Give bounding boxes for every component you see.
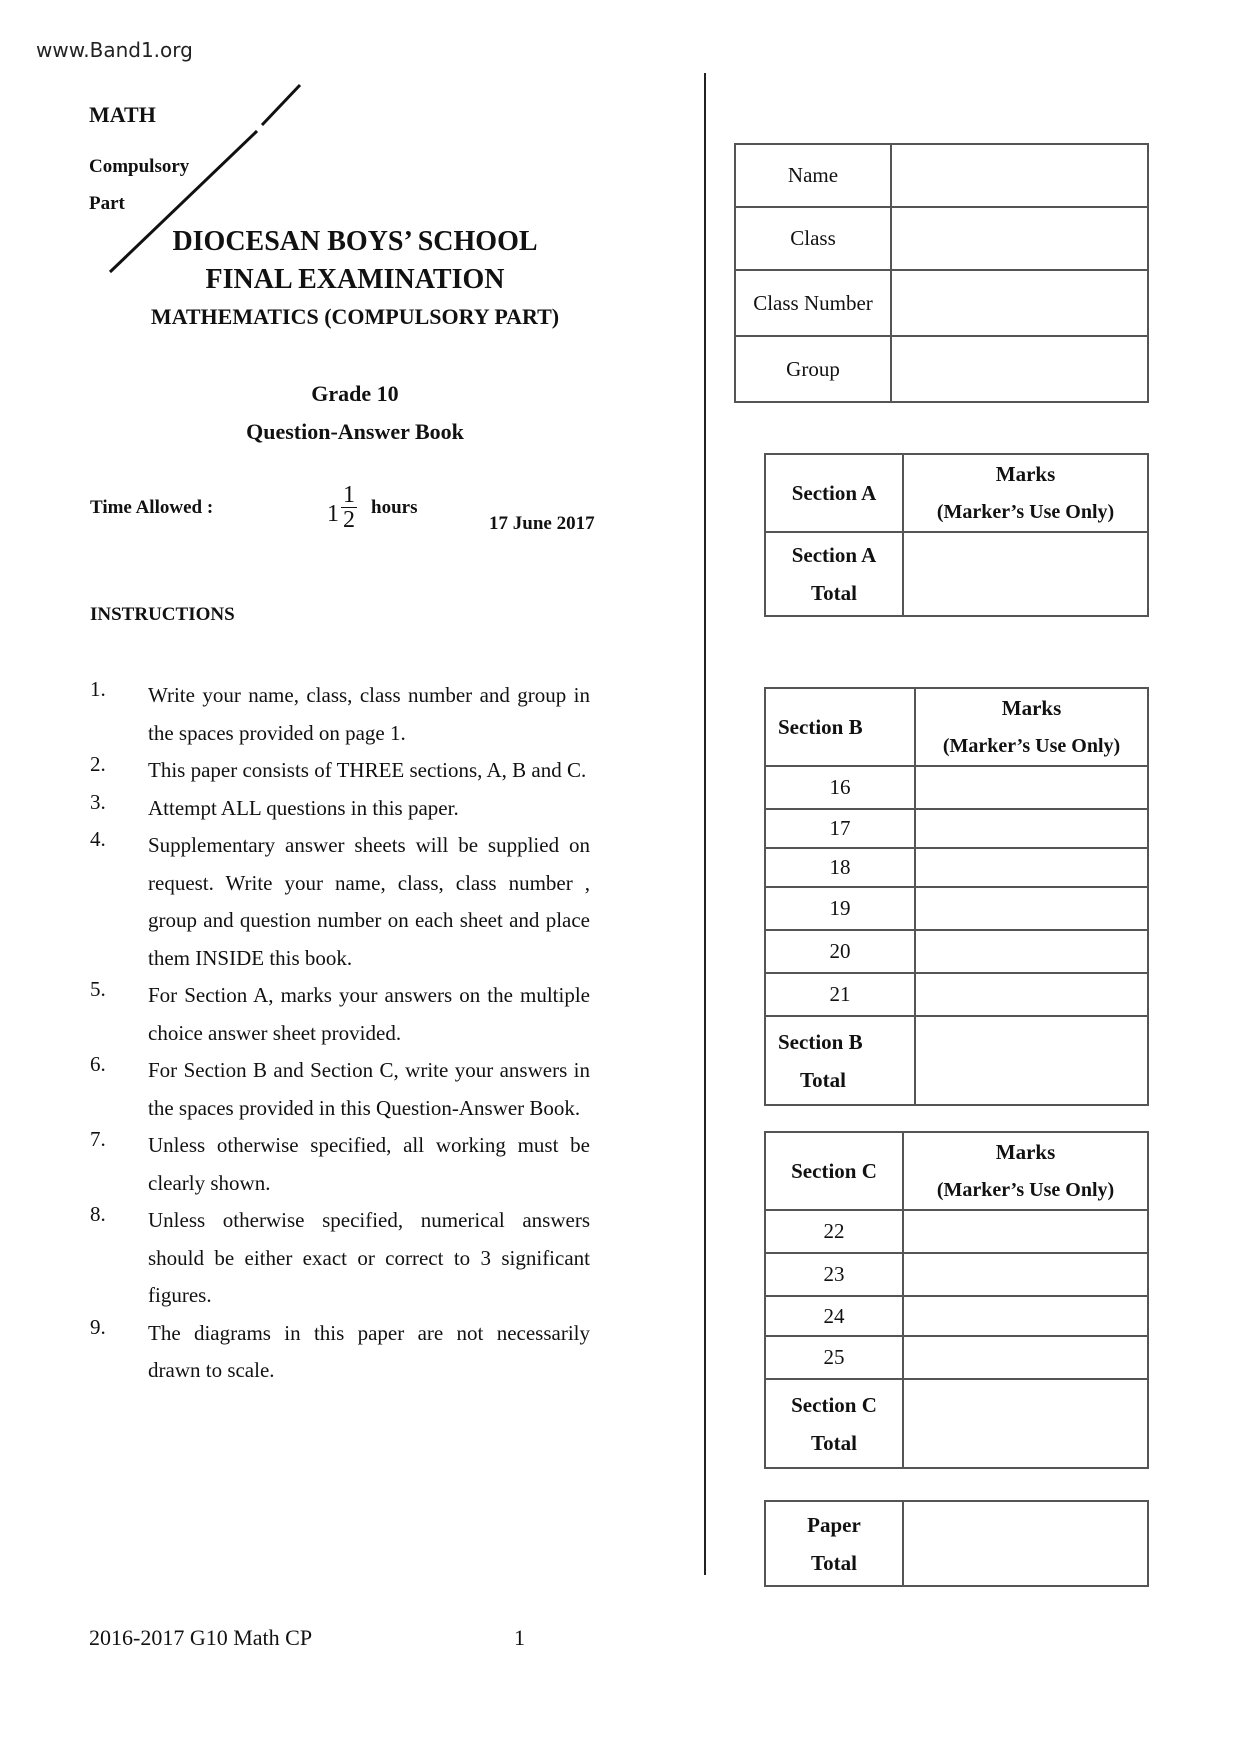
instruction-item xyxy=(90,677,590,752)
time-fraction xyxy=(327,483,357,532)
question-number: 20 xyxy=(765,930,915,973)
question-number: 19 xyxy=(765,887,915,930)
marks-subtitle: (Marker’s Use Only) xyxy=(942,735,1121,757)
paper-total-label xyxy=(765,1501,903,1586)
book-label: Question-Answer Book xyxy=(246,419,464,444)
instruction-item xyxy=(90,790,590,828)
class-field[interactable] xyxy=(891,207,1148,270)
instruction-item xyxy=(90,1127,590,1202)
total-label-line2: Total xyxy=(800,1067,846,1092)
instruction-item xyxy=(90,827,590,977)
instruction-text: This paper consists of THREE sections, A, B and C. xyxy=(148,758,587,782)
instruction-number: 2. xyxy=(90,752,106,776)
time-allowed-label: Time Allowed : xyxy=(90,497,214,518)
question-marks-field[interactable] xyxy=(915,973,1148,1016)
question-marks-field[interactable] xyxy=(915,887,1148,930)
section-a-marks-table xyxy=(764,453,1149,617)
instruction-number: 8. xyxy=(90,1202,106,1226)
question-number: 25 xyxy=(765,1336,903,1379)
instruction-item xyxy=(90,1315,590,1390)
instruction-item xyxy=(90,977,590,1052)
paper-total-line2: Total xyxy=(811,1550,857,1575)
question-number: 18 xyxy=(765,848,915,887)
exam-date: 17 June 2017 xyxy=(489,513,595,534)
footer-course-code: 2016-2017 G10 Math CP xyxy=(89,1625,313,1650)
section-b-total-label xyxy=(765,1016,915,1105)
marks-title: Marks xyxy=(1001,696,1062,720)
time-allowed xyxy=(90,482,418,533)
question-marks-field[interactable] xyxy=(915,848,1148,887)
page-number: 1 xyxy=(514,1625,525,1650)
question-marks-field[interactable] xyxy=(903,1296,1148,1336)
time-whole: 1 xyxy=(327,501,339,527)
class-number-label: Class Number xyxy=(735,270,891,336)
watermark-link: www.Band1.org xyxy=(36,38,193,62)
instruction-number: 7. xyxy=(90,1127,106,1151)
section-c-marks-table xyxy=(764,1131,1149,1469)
marks-subtitle: (Marker’s Use Only) xyxy=(936,501,1115,523)
marks-header xyxy=(903,454,1148,532)
question-marks-field[interactable] xyxy=(915,930,1148,973)
student-info-table xyxy=(734,143,1149,403)
marks-subtitle: (Marker’s Use Only) xyxy=(936,1179,1115,1201)
section-c-total-field[interactable] xyxy=(903,1379,1148,1468)
section-a-header: Section A xyxy=(765,454,903,532)
instruction-text: Supplementary answer sheets will be supplied on request. Write your name, class, class number , group and question number on each sheet and place them INSIDE this book. xyxy=(148,833,590,970)
section-a-total-label xyxy=(765,532,903,616)
marks-title: Marks xyxy=(995,462,1056,486)
instruction-text: For Section A, marks your answers on the multiple choice answer sheet provided. xyxy=(148,983,590,1045)
time-denominator: 2 xyxy=(343,507,355,533)
instruction-text: Unless otherwise specified, numerical answers should be either exact or correct to 3 significant figures. xyxy=(148,1208,590,1307)
instruction-number: 6. xyxy=(90,1052,106,1076)
instruction-text: Unless otherwise specified, all working must be clearly shown. xyxy=(148,1133,590,1195)
instruction-number: 5. xyxy=(90,977,106,1001)
page-divider-line xyxy=(704,73,706,1575)
time-unit: hours xyxy=(371,497,418,518)
instruction-text: Write your name, class, class number and group in the spaces provided on page 1. xyxy=(148,683,590,745)
instruction-text: For Section B and Section C, write your answers in the spaces provided in this Question-Answer Book. xyxy=(148,1058,590,1120)
school-name: DIOCESAN BOYS’ SCHOOL xyxy=(172,226,538,257)
question-number: 22 xyxy=(765,1210,903,1253)
instruction-number: 1. xyxy=(90,677,106,701)
corner-label-math-truncated: MATH xyxy=(89,102,156,127)
instruction-item xyxy=(90,1052,590,1127)
section-b-marks-table xyxy=(764,687,1149,1106)
group-label: Group xyxy=(735,336,891,402)
class-label: Class xyxy=(735,207,891,270)
instruction-text: The diagrams in this paper are not necessarily drawn to scale. xyxy=(148,1320,590,1382)
name-field[interactable] xyxy=(891,144,1148,207)
paper-total-field[interactable] xyxy=(903,1501,1148,1586)
section-b-header: Section B xyxy=(765,688,915,766)
exam-title: FINAL EXAMINATION xyxy=(205,264,505,295)
total-label-line2: Total xyxy=(811,1430,857,1455)
question-number: 23 xyxy=(765,1253,903,1296)
name-label: Name xyxy=(735,144,891,207)
total-label-line2: Total xyxy=(811,581,857,605)
marks-title: Marks xyxy=(995,1140,1056,1164)
instructions-heading: INSTRUCTIONS xyxy=(90,604,235,625)
paper-total-line1: Paper xyxy=(807,1512,861,1537)
group-field[interactable] xyxy=(891,336,1148,402)
section-c-header: Section C xyxy=(765,1132,903,1210)
question-number: 17 xyxy=(765,809,915,848)
question-marks-field[interactable] xyxy=(915,809,1148,848)
time-numerator: 1 xyxy=(343,482,355,508)
total-label-line1: Section B xyxy=(778,1029,863,1054)
instruction-item xyxy=(90,752,590,790)
instruction-number: 3. xyxy=(90,789,106,814)
corner-label-part: Part xyxy=(89,193,125,214)
section-a-total-field[interactable] xyxy=(903,532,1148,616)
section-c-total-label xyxy=(765,1379,903,1468)
instruction-number: 9. xyxy=(90,1314,106,1339)
subject-title: MATHEMATICS (COMPULSORY PART) xyxy=(150,304,560,329)
marks-header xyxy=(915,688,1148,766)
question-marks-field[interactable] xyxy=(903,1210,1148,1253)
instruction-number: 4. xyxy=(90,827,106,851)
question-number: 21 xyxy=(765,973,915,1016)
grade-label: Grade 10 xyxy=(311,381,399,406)
section-b-total-field[interactable] xyxy=(915,1016,1148,1105)
instruction-text: Attempt ALL questions in this paper. xyxy=(148,795,459,820)
question-marks-field[interactable] xyxy=(903,1253,1148,1296)
marks-header xyxy=(903,1132,1148,1210)
instruction-item xyxy=(90,1202,590,1315)
corner-label-compulsory: Compulsory xyxy=(89,156,190,177)
paper-total-table xyxy=(764,1500,1149,1587)
question-number: 16 xyxy=(765,766,915,809)
total-label-line1: Section A xyxy=(791,543,877,567)
question-marks-field[interactable] xyxy=(903,1336,1148,1379)
total-label-line1: Section C xyxy=(791,1392,877,1417)
question-marks-field[interactable] xyxy=(915,766,1148,809)
class-number-field[interactable] xyxy=(891,270,1148,336)
question-number: 24 xyxy=(765,1296,903,1336)
instructions-list xyxy=(90,677,590,1390)
